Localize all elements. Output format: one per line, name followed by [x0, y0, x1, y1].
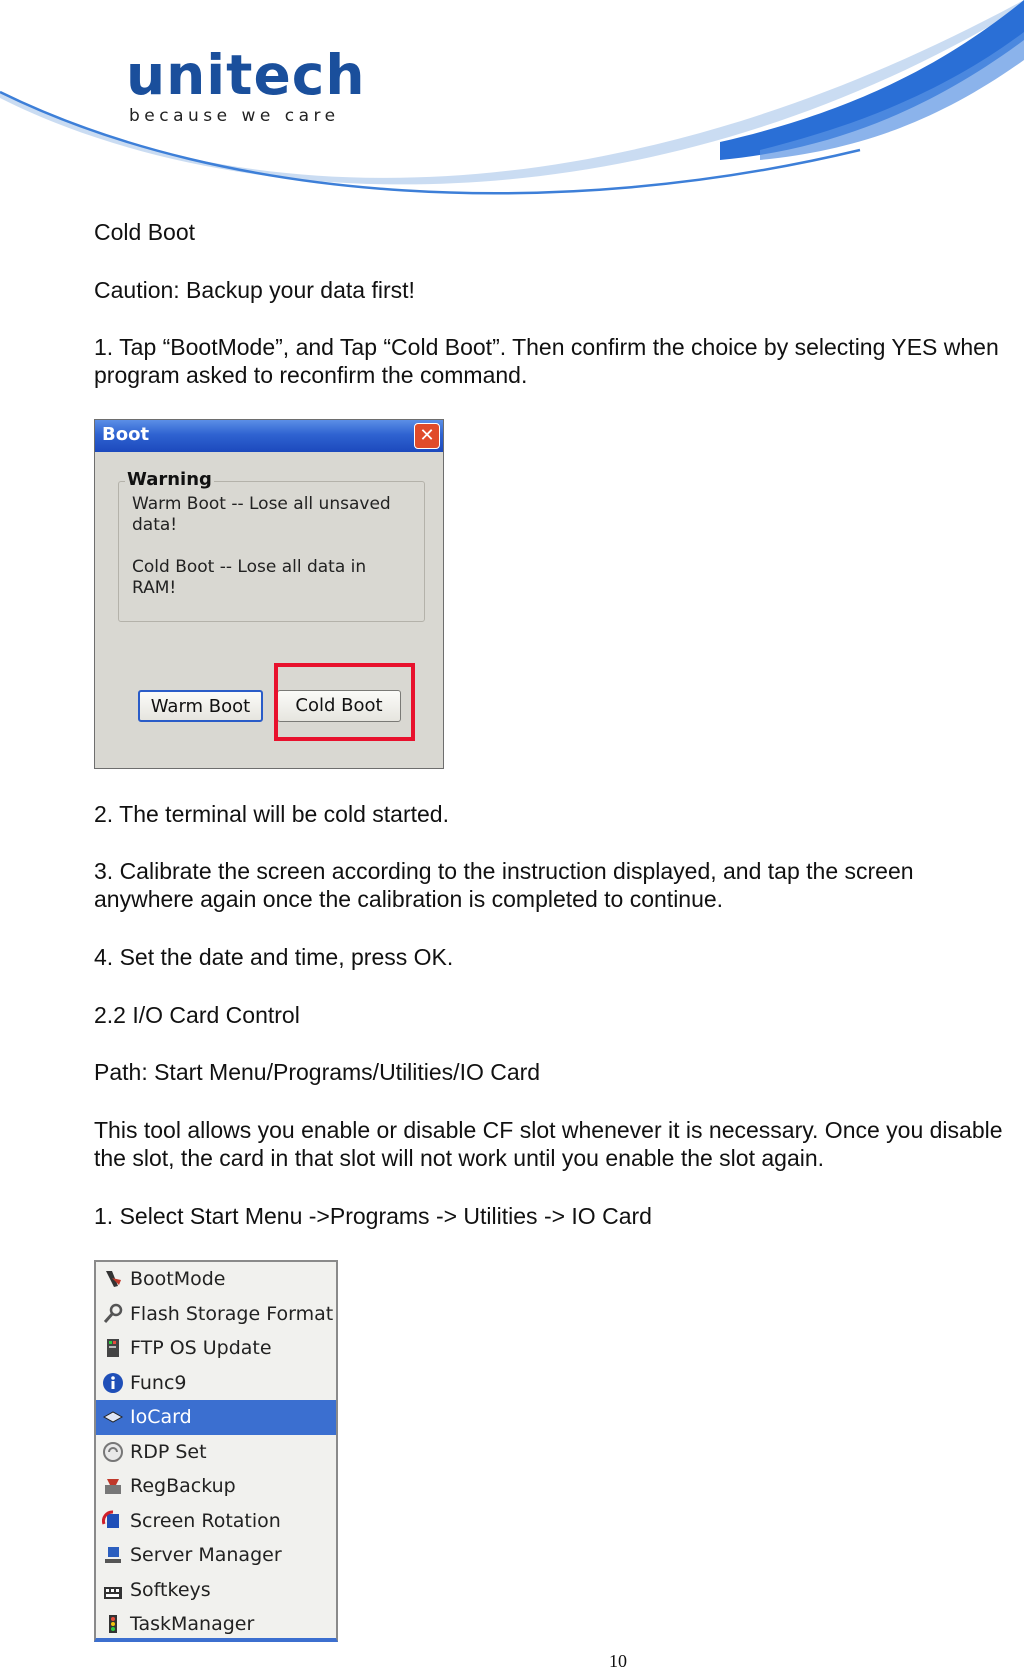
rdp-icon [102, 1441, 124, 1463]
bootmode-icon [102, 1268, 124, 1290]
menu-item-label: FTP OS Update [130, 1337, 272, 1360]
dialog-titlebar [95, 420, 443, 452]
cold-boot-step-3: 3. Calibrate the screen according to the instruction displayed, and tap the screen anywhere again once the calibration is completed to continue. [94, 858, 914, 912]
warm-boot-button[interactable]: Warm Boot [138, 690, 263, 722]
keyboard-icon [102, 1579, 124, 1601]
server-icon [102, 1544, 124, 1566]
menu-item-label: Server Manager [130, 1544, 282, 1567]
menu-item-label: Func9 [130, 1371, 187, 1394]
menu-item-regbackup[interactable] [96, 1469, 336, 1504]
menu-item-label: Softkeys [130, 1578, 211, 1601]
logo-tagline: because we care [129, 106, 340, 126]
warm-boot-warning-text: Warm Boot -- Lose all unsaved data! [132, 494, 391, 535]
io-card-description: This tool allows you enable or disable CF slot whenever it is necessary. Once you disable the slot, the card in that slot will not work until you enable the slot again. [94, 1117, 1003, 1171]
menu-item-rdp-set[interactable] [96, 1435, 336, 1470]
menu-item-label: BootMode [130, 1268, 226, 1291]
menu-item-label: IoCard [130, 1406, 192, 1429]
menu-item-flash-storage-format[interactable] [96, 1297, 336, 1332]
task-manager-icon [102, 1613, 124, 1635]
io-card-path: Path: Start Menu/Programs/Utilities/IO Card [94, 1059, 541, 1085]
menu-item-label: RDP Set [130, 1440, 207, 1463]
menu-item-ftp-os-update[interactable] [96, 1331, 336, 1366]
menu-item-label: TaskManager [130, 1613, 255, 1636]
cold-boot-heading: Cold Boot [94, 219, 196, 245]
io-card-section-heading: 2.2 I/O Card Control [94, 1002, 300, 1028]
menu-item-taskmanager[interactable] [96, 1607, 336, 1642]
reg-backup-icon [102, 1475, 124, 1497]
dialog-title: Boot [102, 424, 150, 445]
page-number: 10 [609, 1651, 627, 1671]
ftp-update-icon [102, 1337, 124, 1359]
menu-item-iocard[interactable] [96, 1400, 336, 1435]
close-icon[interactable]: ✕ [414, 423, 440, 449]
cold-boot-step-4: 4. Set the date and time, press OK. [94, 944, 454, 970]
utilities-menu [94, 1260, 338, 1642]
menu-item-func9[interactable] [96, 1366, 336, 1401]
warning-label: Warning [127, 469, 212, 490]
unitech-logo: unitech [126, 43, 366, 107]
cold-boot-step-2: 2. The terminal will be cold started. [94, 801, 449, 827]
cold-boot-warning-text: Cold Boot -- Lose all data in RAM! [132, 557, 367, 598]
wrench-icon [102, 1303, 124, 1325]
cold-boot-button[interactable]: Cold Boot [277, 690, 401, 722]
rotation-icon [102, 1510, 124, 1532]
menu-item-softkeys[interactable] [96, 1573, 336, 1608]
menu-item-label: Flash Storage Format [130, 1302, 334, 1325]
menu-item-label: RegBackup [130, 1475, 236, 1498]
cold-boot-step-1: 1. Tap “BootMode”, and Tap “Cold Boot”. Then confirm the choice by selecting YES when program asked to reconfirm the command. [94, 334, 999, 388]
menu-item-bootmode[interactable] [96, 1262, 336, 1297]
menu-item-screen-rotation[interactable] [96, 1504, 336, 1539]
cold-boot-highlight [274, 663, 415, 741]
caution-text: Caution: Backup your data first! [94, 277, 415, 303]
info-icon [102, 1372, 124, 1394]
boot-dialog [94, 419, 444, 769]
menu-item-label: Screen Rotation [130, 1509, 281, 1532]
card-icon [102, 1406, 124, 1428]
menu-item-server-manager[interactable] [96, 1538, 336, 1573]
io-card-step-1: 1. Select Start Menu ->Programs -> Utilities -> IO Card [94, 1203, 652, 1229]
